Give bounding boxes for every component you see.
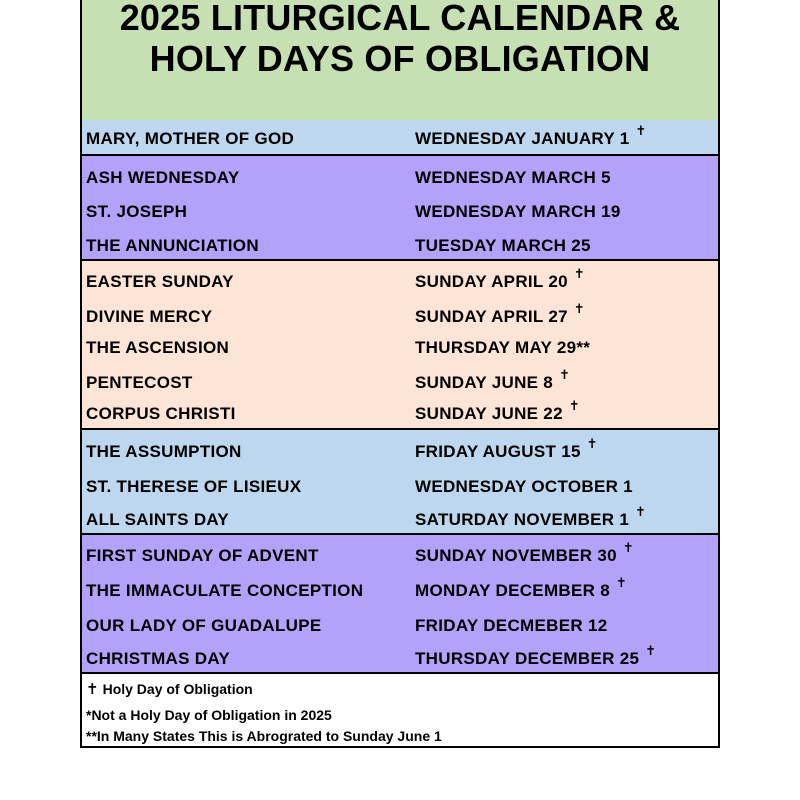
legend-note-1: *Not a Holy Day of Obligation in 2025 <box>86 707 332 723</box>
feast-date <box>415 202 621 222</box>
calendar-row <box>82 616 718 636</box>
feast-name: THE ASSUMPTION <box>86 442 242 461</box>
feast-date-text: FRIDAY DECMEBER 12 <box>415 616 608 635</box>
calendar-row <box>82 477 718 497</box>
feast-date <box>415 436 598 462</box>
cross-icon: ✝ <box>645 643 657 658</box>
feast-name: THE IMMACULATE CONCEPTION <box>86 581 364 600</box>
calendar-sheet <box>80 0 720 748</box>
feast-date-text: SUNDAY APRIL 20 <box>415 272 568 291</box>
calendar-section <box>82 156 718 261</box>
calendar-row <box>82 643 718 669</box>
feast-date <box>415 123 647 149</box>
feast-name: THE ANNUNCIATION <box>86 236 259 255</box>
feast-name: EASTER SUNDAY <box>86 272 234 291</box>
calendar-row <box>82 504 718 530</box>
calendar-row <box>82 540 718 566</box>
cross-icon: ✝ <box>635 504 647 519</box>
cross-icon: ✝ <box>586 436 598 451</box>
title-line-2: HOLY DAYS OF OBLIGATION <box>149 38 651 79</box>
legend-holy-day <box>86 680 253 698</box>
cross-icon: ✝ <box>559 367 571 382</box>
legend-note-2: **In Many States This is Abrograted to Sunday June 1 <box>86 728 442 744</box>
feast-date-text: SUNDAY JUNE 8 <box>415 373 554 392</box>
feast-date <box>415 477 633 497</box>
calendar-section <box>82 430 718 535</box>
calendar-section <box>82 261 718 430</box>
calendar-row <box>82 266 718 292</box>
feast-name: ST. JOSEPH <box>86 202 188 221</box>
feast-name: ALL SAINTS DAY <box>86 510 230 529</box>
calendar-row <box>82 436 718 462</box>
feast-date <box>415 236 591 256</box>
feast-date <box>415 616 607 636</box>
feast-name: CORPUS CHRISTI <box>86 404 236 423</box>
feast-date <box>415 398 581 424</box>
feast-date <box>415 301 586 327</box>
calendar-row <box>82 202 718 222</box>
calendar-section <box>82 120 718 156</box>
feast-date <box>415 504 647 530</box>
feast-date-text: THURSDAY MAY 29** <box>415 338 591 357</box>
cross-icon: ✝ <box>622 540 635 555</box>
calendar-row <box>82 236 718 256</box>
feast-date-text: SUNDAY JUNE 22 <box>415 404 563 423</box>
feast-name: MARY, MOTHER OF GOD <box>86 129 295 148</box>
cross-icon: ✝ <box>573 266 586 281</box>
feast-name: OUR LADY OF GUADALUPE <box>86 616 322 635</box>
feast-date <box>415 575 628 601</box>
feast-date <box>415 338 590 358</box>
calendar-row <box>82 301 718 327</box>
feast-date-text: WEDNESDAY MARCH 5 <box>415 168 611 187</box>
calendar-row <box>82 123 718 149</box>
title-banner <box>82 0 718 122</box>
feast-date-text: SATURDAY NOVEMBER 1 <box>415 510 630 529</box>
calendar-row <box>82 367 718 393</box>
feast-date-text: WEDNESDAY MARCH 19 <box>415 202 621 221</box>
legend-holy-day-label: Holy Day of Obligation <box>102 681 253 697</box>
cross-icon: ✝ <box>573 301 586 316</box>
legend <box>82 674 718 746</box>
feast-name: ASH WEDNESDAY <box>86 168 240 187</box>
feast-date-text: WEDNESDAY JANUARY 1 <box>415 129 630 148</box>
feast-date-text: TUESDAY MARCH 25 <box>415 236 591 255</box>
feast-date-text: WEDNESDAY OCTOBER 1 <box>415 477 633 496</box>
feast-date-text: FRIDAY AUGUST 15 <box>415 442 581 461</box>
feast-date-text: THURSDAY DECEMBER 25 <box>415 649 640 668</box>
feast-name: FIRST SUNDAY OF ADVENT <box>86 546 319 565</box>
feast-date-text: SUNDAY NOVEMBER 30 <box>415 546 617 565</box>
feast-name: CHRISTMAS DAY <box>86 649 231 668</box>
feast-date <box>415 168 611 188</box>
feast-date <box>415 643 657 669</box>
title-line-1: 2025 LITURGICAL CALENDAR & <box>119 0 681 38</box>
feast-date <box>415 367 571 393</box>
calendar-section <box>82 535 718 674</box>
feast-date <box>415 266 586 292</box>
feast-date-text: SUNDAY APRIL 27 <box>415 307 568 326</box>
cross-icon: ✝ <box>86 681 99 698</box>
feast-name: THE ASCENSION <box>86 338 230 357</box>
feast-name: ST. THERESE OF LISIEUX <box>86 477 302 496</box>
cross-icon: ✝ <box>568 398 581 413</box>
feast-name: DIVINE MERCY <box>86 307 213 326</box>
feast-name: PENTECOST <box>86 373 193 392</box>
calendar-row <box>82 398 718 424</box>
cross-icon: ✝ <box>635 123 647 138</box>
feast-date-text: MONDAY DECEMBER 8 <box>415 581 610 600</box>
feast-date <box>415 540 635 566</box>
calendar-row <box>82 338 718 358</box>
calendar-row <box>82 575 718 601</box>
cross-icon: ✝ <box>615 575 628 590</box>
calendar-row <box>82 168 718 188</box>
